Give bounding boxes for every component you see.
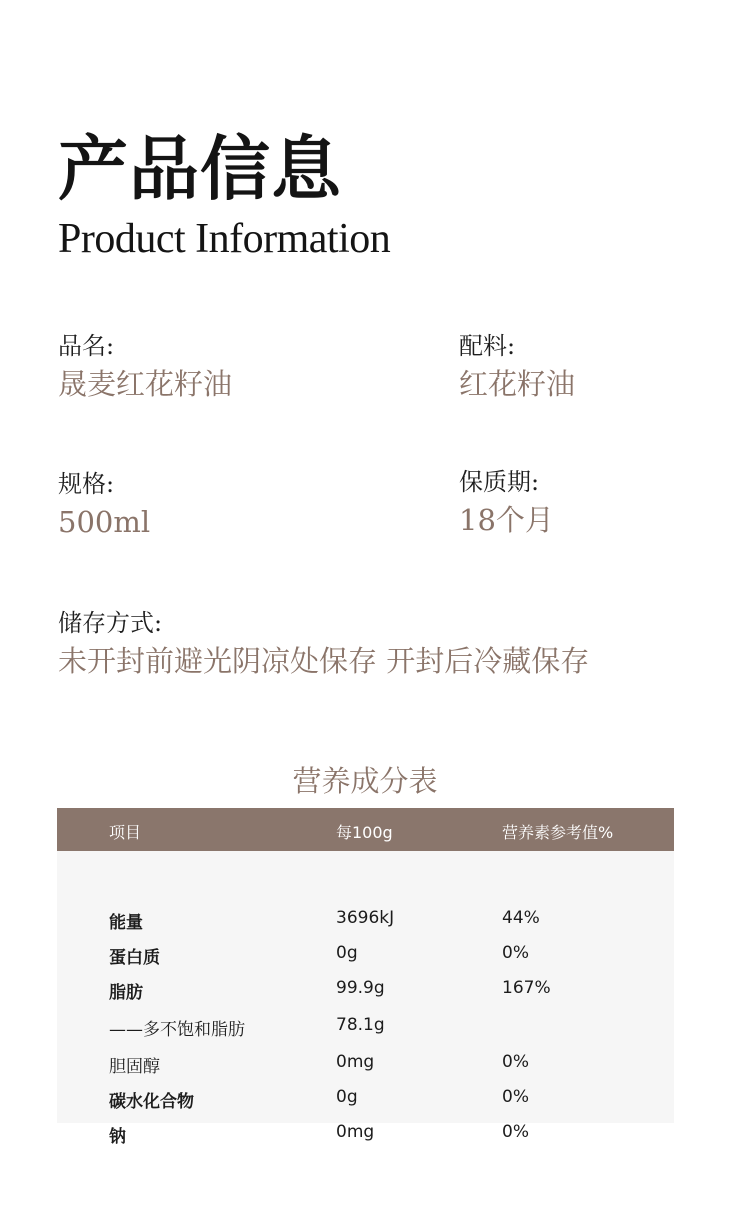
row-item: 钠 <box>109 1127 126 1147</box>
row-nrv: 0% <box>502 1087 529 1107</box>
row-per100g: 78.1g <box>336 1015 385 1035</box>
row-per100g: 0g <box>336 1087 358 1107</box>
row-per100g: 0g <box>336 943 358 963</box>
spec-field <box>58 468 150 542</box>
row-per100g: 0mg <box>336 1052 375 1072</box>
table-row <box>57 943 674 967</box>
storage-label: 储存方式: <box>58 609 163 637</box>
shelf-life-label: 保质期: <box>459 468 540 496</box>
nutrition-table-title: 营养成分表 <box>292 764 438 798</box>
table-row <box>57 1122 674 1146</box>
product-name-value: 晟麦红花籽油 <box>58 367 233 401</box>
row-nrv: 0% <box>502 1122 529 1142</box>
row-item: 脂肪 <box>109 983 143 1003</box>
storage-field <box>58 607 589 681</box>
page-title-en: Product Information <box>58 216 391 262</box>
row-item: 能量 <box>109 913 143 933</box>
spec-label: 规格: <box>58 470 115 498</box>
shelf-life-value: 18个月 <box>459 503 554 537</box>
shelf-life-field <box>459 466 554 540</box>
product-name-field <box>58 330 232 404</box>
row-item: 碳水化合物 <box>109 1092 194 1112</box>
row-per100g: 99.9g <box>336 978 385 998</box>
nutrition-table <box>57 808 674 1147</box>
table-row <box>57 1087 674 1111</box>
row-item: 蛋白质 <box>109 948 160 968</box>
ingredients-field <box>459 330 575 404</box>
storage-value: 未开封前避光阴凉处保存 开封后冷藏保存 <box>58 644 590 678</box>
table-row <box>57 908 674 932</box>
row-per100g: 0mg <box>336 1122 375 1142</box>
nutrition-table-header <box>57 808 674 851</box>
table-row <box>57 978 674 1002</box>
nutrition-table-body <box>57 851 674 1147</box>
ingredients-label: 配料: <box>459 332 516 360</box>
row-nrv: 44% <box>502 908 540 928</box>
row-nrv: 0% <box>502 943 529 963</box>
table-row <box>57 1015 674 1039</box>
spec-value: 500ml <box>58 505 151 539</box>
row-per100g: 3696kJ <box>336 908 395 928</box>
row-item: 胆固醇 <box>109 1057 160 1077</box>
column-header-item: 项目 <box>109 823 142 842</box>
ingredients-value: 红花籽油 <box>459 367 576 401</box>
page-title-cn: 产品信息 <box>58 127 342 210</box>
column-header-nrv: 营养素参考值% <box>502 823 614 842</box>
product-name-label: 品名: <box>58 332 115 360</box>
column-header-per100g: 每100g <box>336 823 393 842</box>
row-item: ——多不饱和脂肪 <box>109 1020 245 1040</box>
table-row <box>57 1052 674 1076</box>
row-nrv: 167% <box>502 978 551 998</box>
row-nrv: 0% <box>502 1052 529 1072</box>
